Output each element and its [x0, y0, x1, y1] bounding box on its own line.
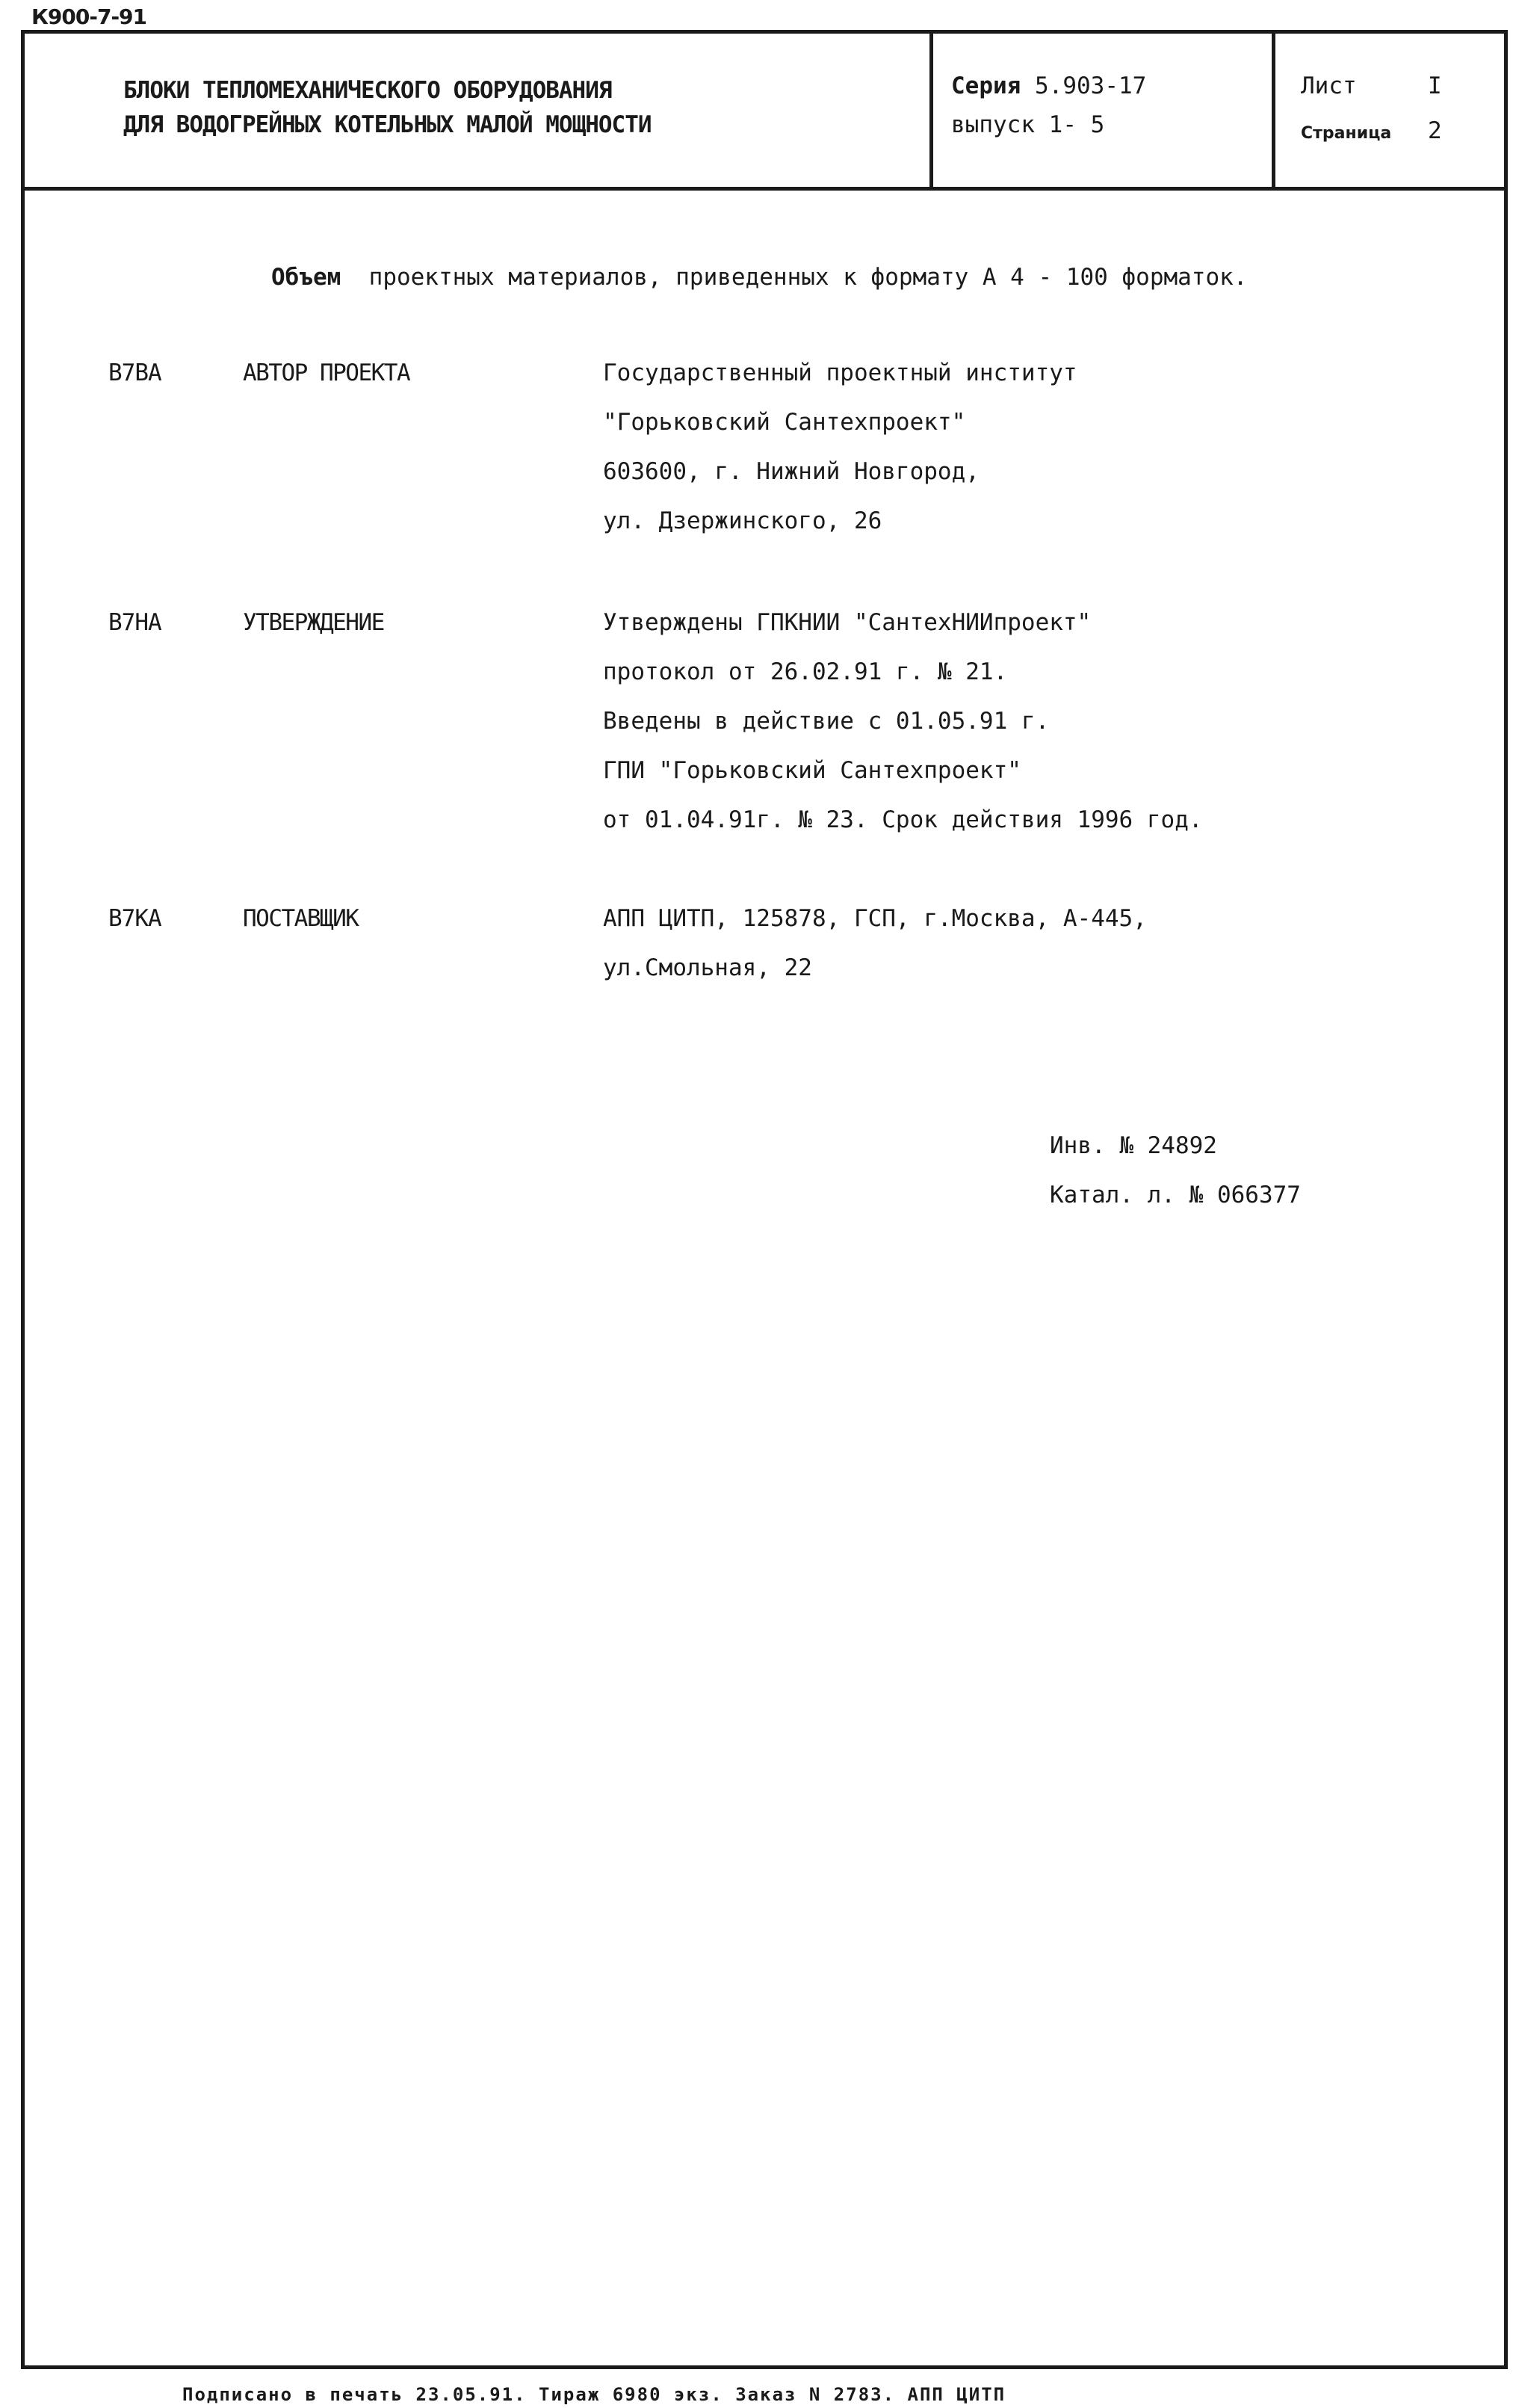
- title-line-1: БЛОКИ ТЕПЛОМЕХАНИЧЕСКОГО ОБОРУДОВАНИЯ: [123, 77, 612, 104]
- section-code: В7ВА: [108, 359, 161, 386]
- section-code: В7КА: [108, 905, 161, 932]
- section-line: 603600, г. Нижний Новгород,: [603, 458, 980, 485]
- section-line: от 01.04.91г. № 23. Срок действия 1996 год.: [603, 806, 1203, 833]
- page-frame: [21, 30, 1508, 2369]
- section-code: В7НА: [108, 609, 161, 636]
- section-lines: [603, 609, 1485, 856]
- volume-label: Объем: [271, 264, 341, 291]
- section-lines: [603, 359, 1485, 557]
- page-label: Страница: [1301, 124, 1392, 143]
- print-footer: Подписано в печать 23.05.91. Тираж 6980 экз. Заказ N 2783. АПП ЦИТП: [182, 2384, 1006, 2405]
- section-line: Введены в действие с 01.05.91 г.: [603, 708, 1050, 735]
- section-line: Утверждены ГПКНИИ "СантехНИИпроект": [603, 609, 1092, 636]
- issue-label: выпуск: [951, 111, 1035, 138]
- page-value: 2: [1428, 117, 1442, 144]
- sheet-value: I: [1428, 72, 1442, 99]
- section-line: "Горьковский Сантехпроект": [603, 409, 966, 436]
- inventory-block: [1050, 1132, 1301, 1231]
- content-area: [25, 34, 1504, 2365]
- section-label: УТВЕРЖДЕНИЕ: [243, 609, 384, 636]
- section-label: АВТОР ПРОЕКТА: [243, 359, 410, 386]
- document-code: К900-7-91: [31, 4, 147, 29]
- title-line-2: ДЛЯ ВОДОГРЕЙНЫХ КОТЕЛЬНЫХ МАЛОЙ МОЩНОСТИ: [123, 111, 652, 138]
- volume-statement: [271, 264, 1247, 291]
- section-label: ПОСТАВЩИК: [243, 905, 359, 932]
- series-value: 5.903-17: [1035, 72, 1147, 99]
- catalog-number: Катал. л. № 066377: [1050, 1182, 1301, 1208]
- section-line: протокол от 26.02.91 г. № 21.: [603, 658, 1008, 685]
- section-line: ул.Смольная, 22: [603, 954, 812, 981]
- section-line: ГПИ "Горьковский Сантехпроект": [603, 757, 1021, 784]
- volume-text: проектных материалов, приведенных к формату А 4 - 100 форматок.: [368, 264, 1248, 291]
- section-line: ул. Дзержинского, 26: [603, 507, 882, 534]
- section-line: АПП ЦИТП, 125878, ГСП, г.Москва, А-445,: [603, 905, 1147, 932]
- section-line: Государственный проектный институт: [603, 359, 1077, 386]
- issue-value: 1- 5: [1048, 111, 1105, 138]
- section-lines: [603, 905, 1485, 1004]
- sheet-label: Лист: [1301, 72, 1357, 99]
- series-label: Серия: [951, 72, 1021, 99]
- inventory-number: Инв. № 24892: [1050, 1132, 1217, 1159]
